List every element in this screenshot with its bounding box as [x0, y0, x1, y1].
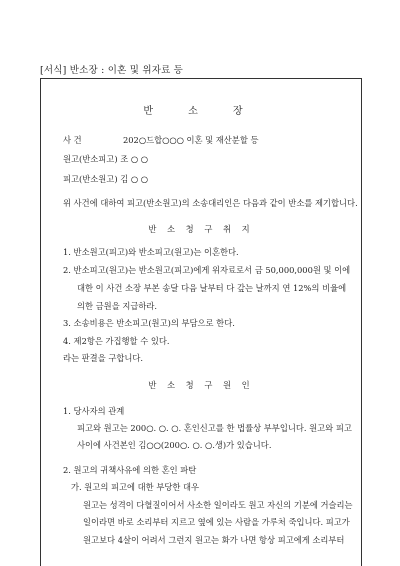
- subsection-title: 가. 원고의 피고에 대한 부당한 대우: [71, 482, 200, 492]
- case-value: 202○드합○○○ 이혼 및 재산분할 등: [123, 135, 259, 145]
- claim-line: 라는 판결을 구합니다.: [63, 353, 144, 363]
- cause-heading: 반 소 청 구 원 인: [148, 380, 254, 390]
- claim-heading: 반 소 청 구 취 지: [148, 224, 254, 234]
- claim-line: 2. 반소피고(원고)는 반소원고(피고)에게 위자료로서 금 50,000,000원 및 이에: [63, 265, 351, 275]
- body-line: 원고보다 4살이 어려서 그런지 원고는 화가 나면 항상 피고에게 소리부터: [83, 535, 345, 545]
- form-caption: [서식] 반소장 : 이혼 및 위자료 등: [40, 65, 184, 76]
- claim-line: 1. 반소원고(피고)와 반소피고(원고)는 이혼한다.: [63, 247, 239, 257]
- defendant-line: 피고(반소원고) 김 ○ ○: [63, 174, 148, 184]
- body-line: 피고와 원고는 200○. ○. ○. 혼인신고를 한 법률상 부부입니다. 원고와 피고: [77, 423, 352, 433]
- section-title: 2. 원고의 귀책사유에 의한 혼인 파탄: [63, 465, 197, 475]
- claim-line: 3. 소송비용은 반소피고(원고)의 부담으로 한다.: [63, 318, 235, 328]
- intro-paragraph: 위 사건에 대하여 피고(반소원고)의 소송대리인은 다음과 같이 반소를 제기합니다.: [63, 198, 358, 208]
- case-label: 사 건: [63, 135, 82, 145]
- claim-line: 4. 제2항은 가집행할 수 있다.: [63, 336, 170, 346]
- plaintiff-line: 원고(반소피고) 조 ○ ○: [63, 154, 148, 164]
- document-frame: [40, 78, 362, 566]
- body-line: 일이라면 바로 소리부터 지르고 옆에 있는 사람을 가루처 죽입니다. 피고가: [83, 517, 350, 527]
- claim-line: 의한 금원을 지급하라.: [77, 301, 158, 311]
- body-line: 사이에 사건본인 김○○(200○. ○. ○.생)가 있습니다.: [77, 440, 272, 450]
- claim-line: 대한 이 사건 소장 부본 송달 다음 날부터 다 갚는 날까지 연 12%의 비율에: [77, 283, 347, 293]
- body-line: 원고는 성격이 다혈질이어서 사소한 일이라도 원고 자신의 기분에 거슬리는: [83, 500, 353, 510]
- document-title: 반 소 장: [143, 106, 259, 117]
- section-title: 1. 당사자의 관계: [63, 406, 125, 416]
